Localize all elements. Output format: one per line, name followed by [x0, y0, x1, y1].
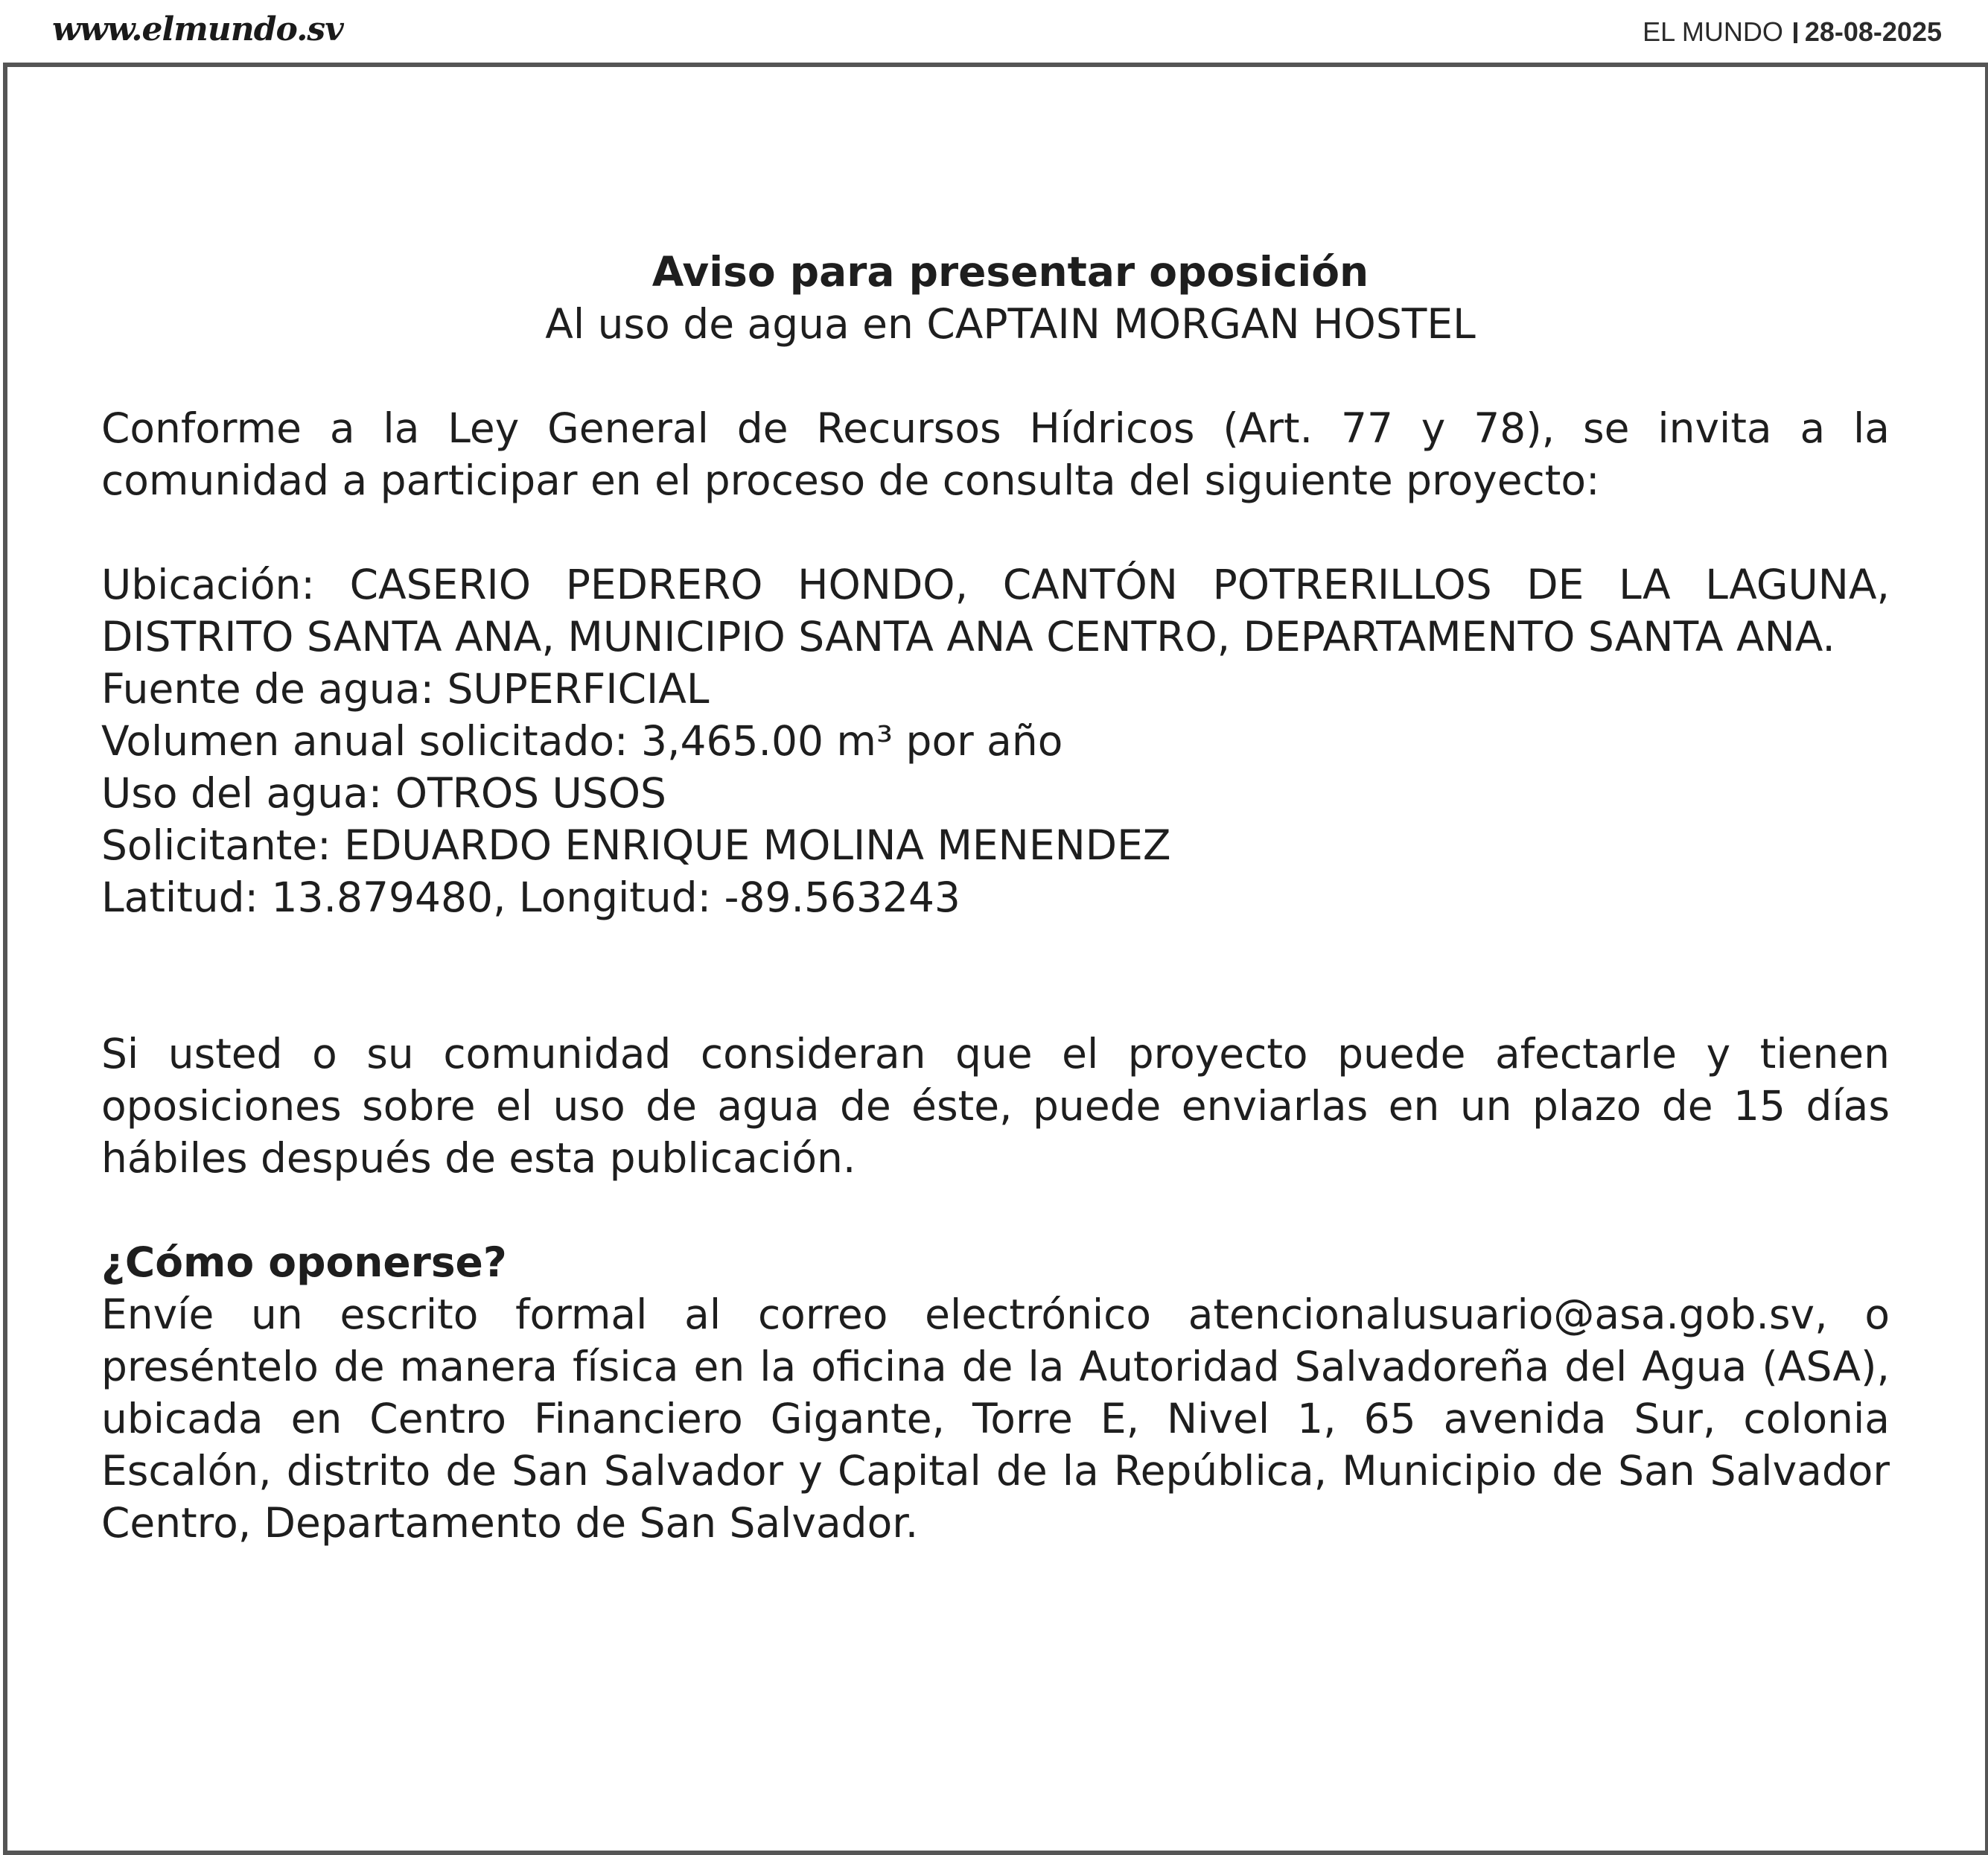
- detail-volumen: Volumen anual solicitado: 3,465.00 m³ por año: [101, 717, 1063, 765]
- publication-date: 28-08-2025: [1804, 16, 1942, 47]
- page-header: [0, 0, 1988, 63]
- notice-subtitle: Al uso de agua en CAPTAIN MORGAN HOSTEL: [545, 300, 1476, 348]
- detail-solicitante: Solicitante: EDUARDO ENRIQUE MOLINA MENENDEZ: [101, 821, 1171, 869]
- notice-title: Aviso para presentar oposición: [651, 248, 1369, 296]
- publication-name: EL MUNDO: [1643, 16, 1783, 47]
- detail-uso: Uso del agua: OTROS USOS: [101, 769, 666, 817]
- notice-intro: Conforme a la Ley General de Recursos Hídricos (Art. 77 y 78), se invita a la comunidad a participar en el proceso de consulta del siguiente proyecto:: [101, 404, 1890, 504]
- detail-ubicacion: Ubicación: CASERIO PEDRERO HONDO, CANTÓN POTRERILLOS DE LA LAGUNA, DISTRITO SANTA ANA, MUNICIPIO SANTA ANA CENTRO, DEPARTAMENTO SANTA ANA.: [101, 561, 1890, 661]
- site-url: www.elmundo.sv: [52, 10, 343, 48]
- detail-fuente: Fuente de agua: SUPERFICIAL: [101, 665, 710, 713]
- notice-content: [101, 246, 1890, 1549]
- opposition-text: Si usted o su comunidad consideran que el proyecto puede afectarle y tienen oposiciones sobre el uso de agua de éste, puede enviarlas en un plazo de 15 días hábiles después de esta publicación.: [101, 1030, 1890, 1182]
- how-text: Envíe un escrito formal al correo electrónico atencionalusuario@asa.gob.sv, o preséntelo de manera física en la oficina de la Autoridad Salvadoreña del Agua (ASA), ubicada en Centro Financiero Gigante, Torre E, Nivel 1, 65 avenida Sur, colonia Escalón, distrito de San Salvador y Capital de la República, Municipio de San Salvador Centro, Departamento de San Salvador.: [101, 1291, 1890, 1547]
- how-heading: ¿Cómo oponerse?: [101, 1238, 507, 1286]
- separator-bar: [1794, 22, 1797, 43]
- publication-info: [1643, 16, 1942, 48]
- detail-coordenadas: Latitud: 13.879480, Longitud: -89.563243: [101, 874, 960, 921]
